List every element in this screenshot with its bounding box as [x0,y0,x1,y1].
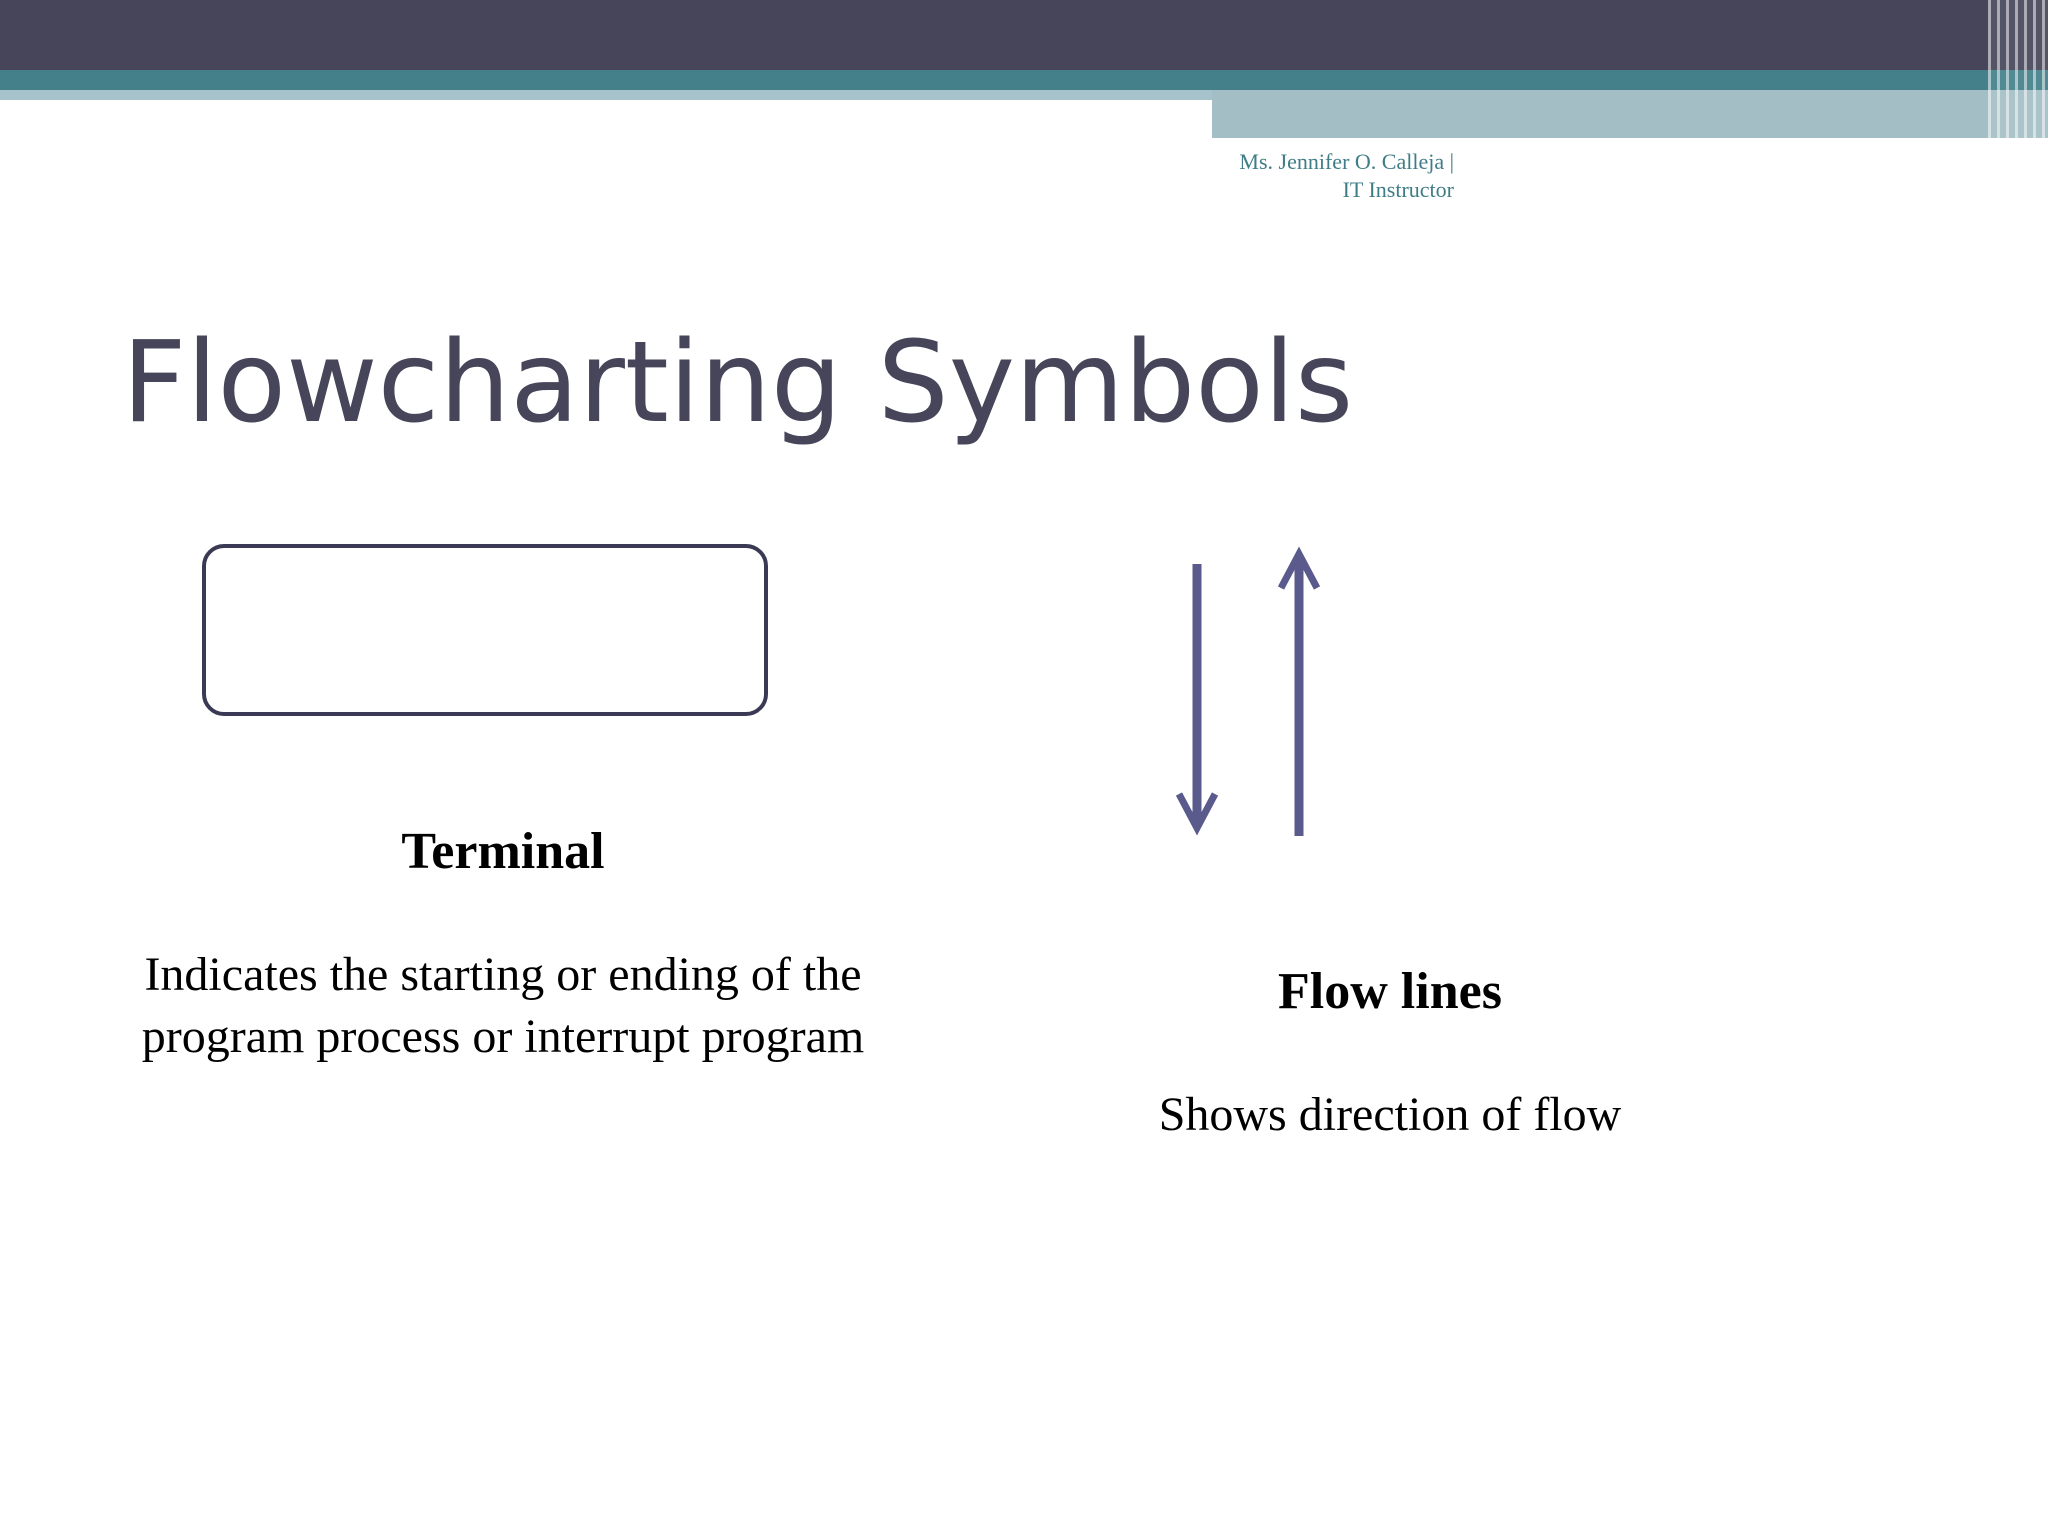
header-band-teal [0,70,2048,90]
rounded-rectangle-icon [202,544,768,716]
header-band-light-right [1212,90,2048,138]
terminal-description: Indicates the starting or ending of the program process or interrupt program [141,948,865,1063]
author-name: Ms. Jennifer O. Calleja | [1239,149,1454,174]
down-arrow-icon [1179,564,1215,828]
header-band-dark [0,0,2048,70]
header-band-light-left [0,90,1212,100]
flow-arrows-icon [1160,540,1320,840]
flow-lines-description: Shows direction of flow [1158,1088,1622,1141]
slide-title: Flowcharting Symbols [122,318,1354,448]
author-role: IT Instructor [1342,177,1454,202]
terminal-label: Terminal [401,823,605,880]
header-edge-stripes [1988,0,2048,138]
author-credit [1100,148,1454,204]
up-arrow-icon [1281,554,1317,836]
flow-lines-label: Flow lines [1278,963,1502,1020]
